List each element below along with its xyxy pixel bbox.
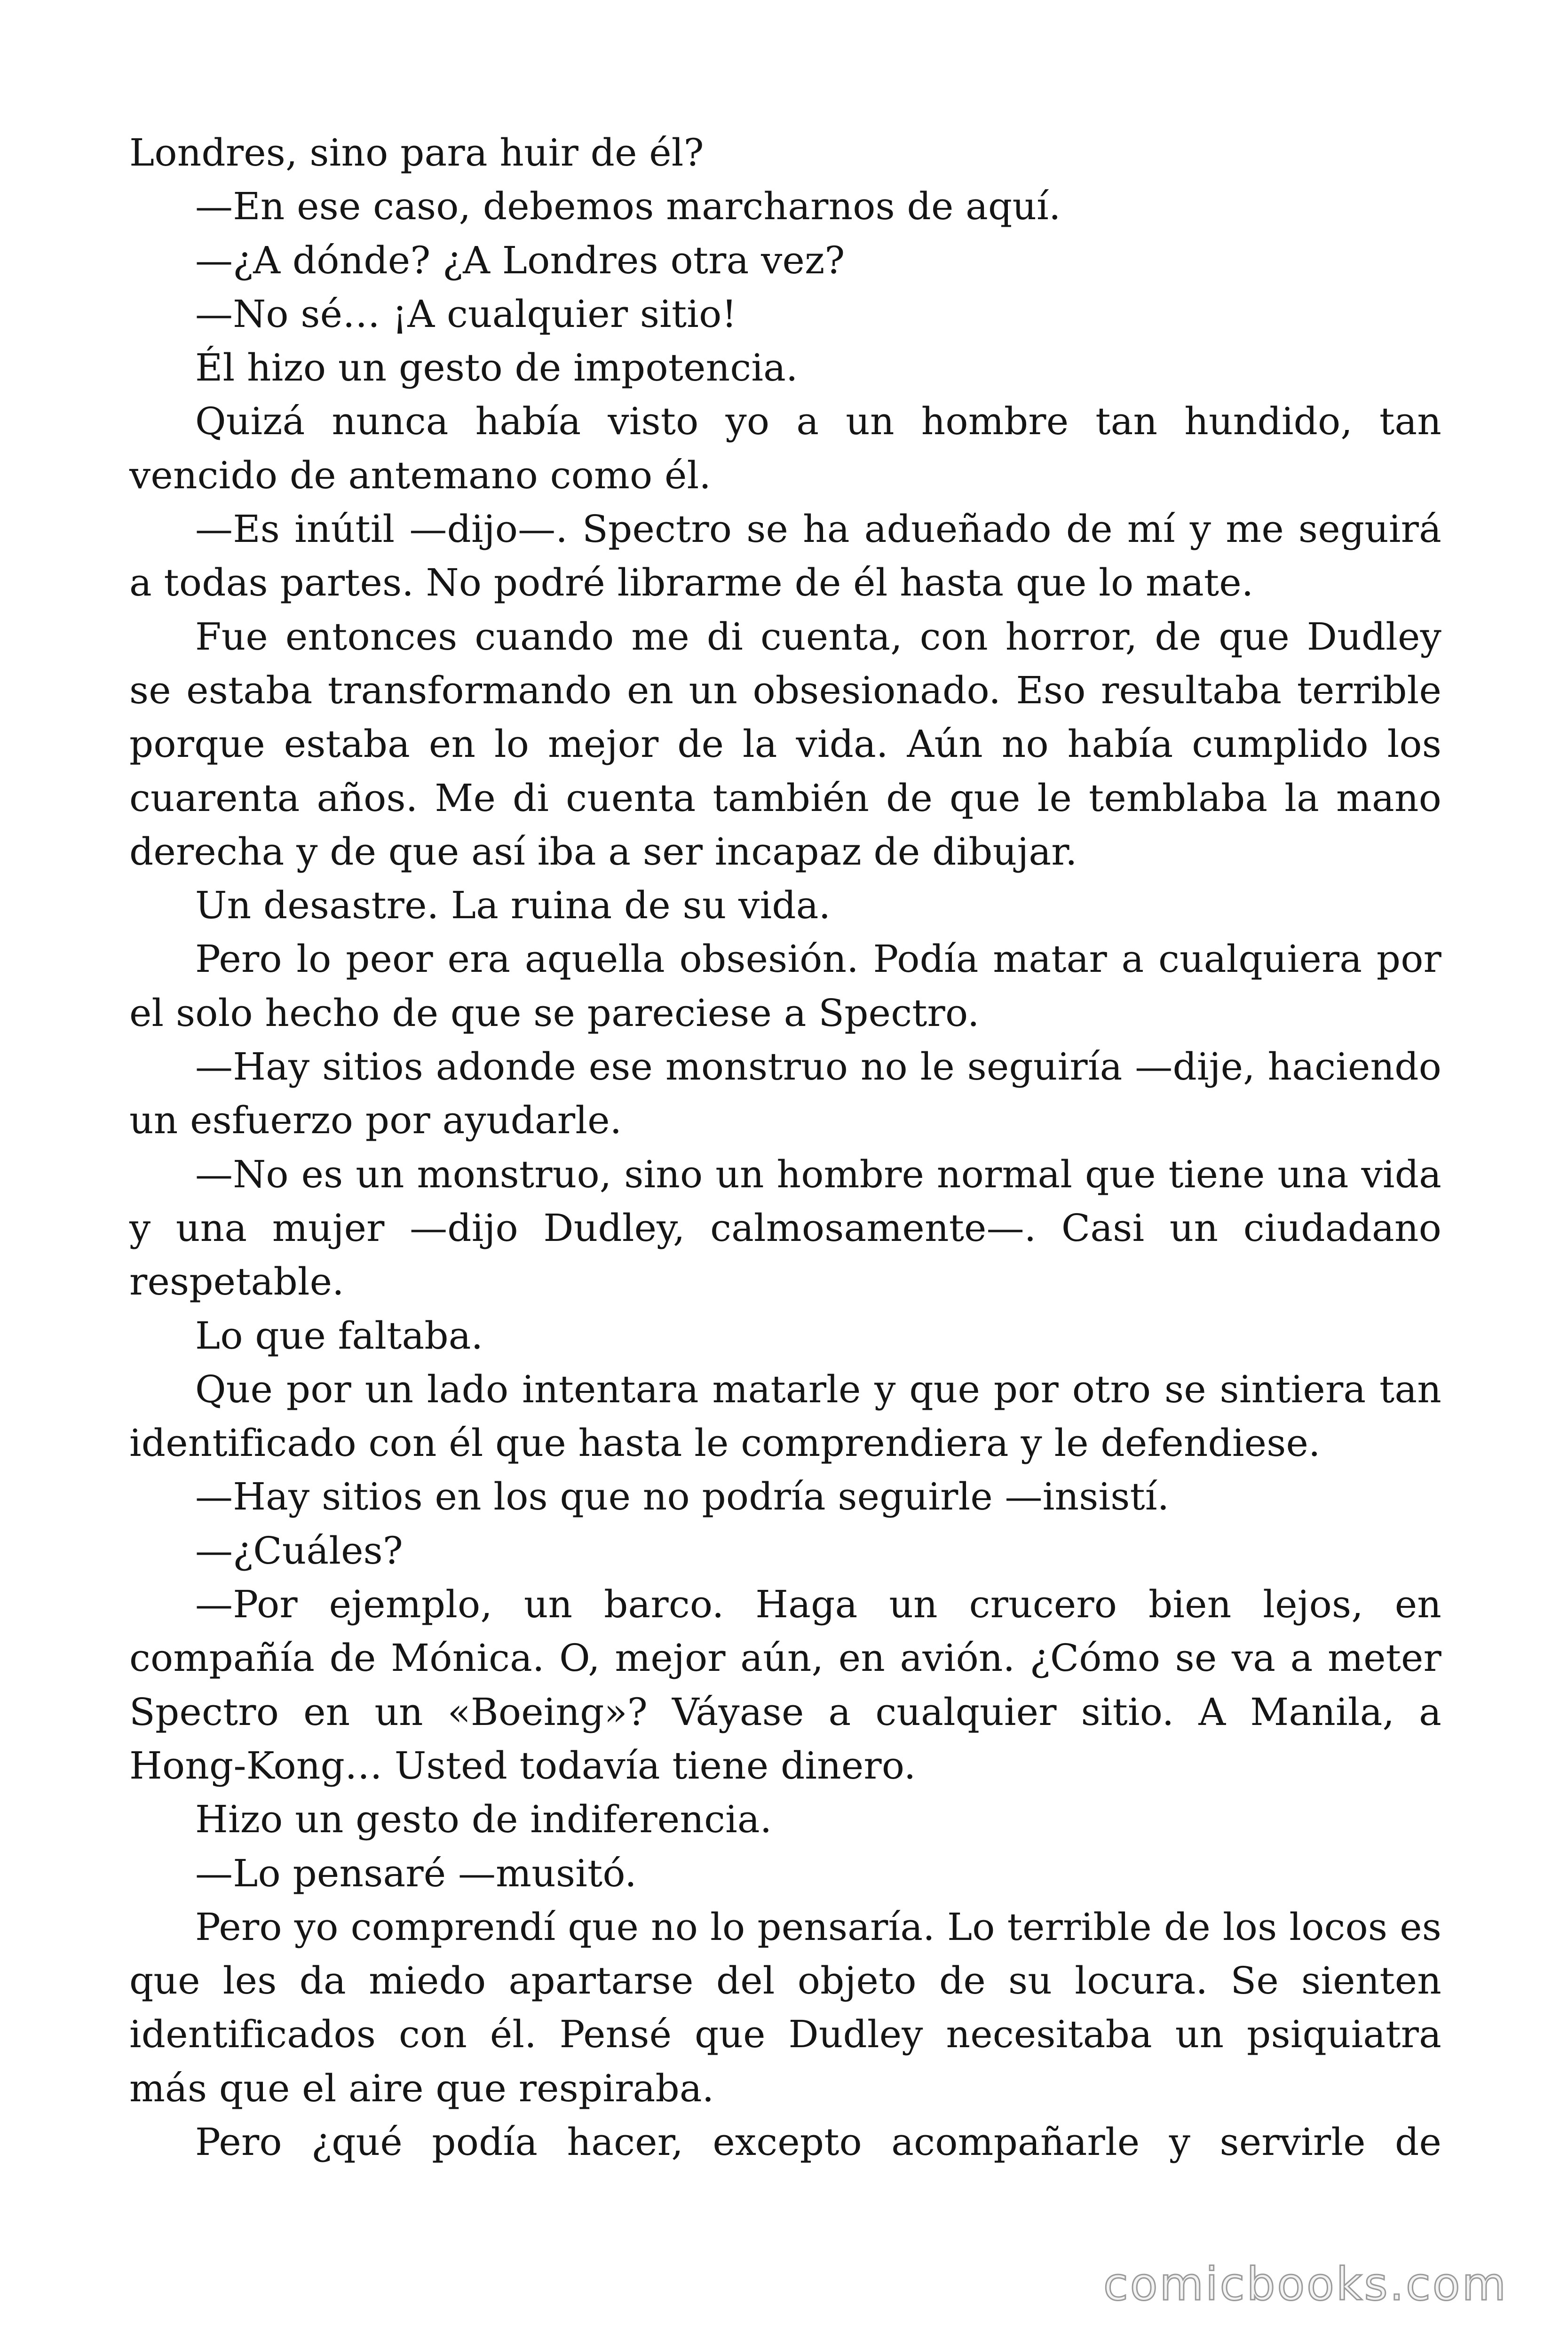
paragraph: —No sé… ¡A cualquier sitio!	[195, 292, 737, 336]
paragraph: —Hay sitios en los que no podría seguirle —insistí.	[195, 1475, 1170, 1519]
paragraph: Hizo un gesto de indiferencia.	[195, 1797, 772, 1842]
paragraph: —Por ejemplo, un barco. Haga un crucero bien lejos, en compañía de Mónica. O, mejor aún, en avión. ¿Cómo se va a meter Spectro en un «Boeing»? Váyase a cualquier sitio. A Manila, a Hong-Kong… Usted todavía tiene dinero.	[129, 1582, 1441, 1788]
paragraph: —No es un monstruo, sino un hombre normal que tiene una vida y una mujer —dijo Dudley, calmosamente—. Casi un ciudadano respetable.	[129, 1152, 1441, 1304]
paragraph: Un desastre. La ruina de su vida.	[195, 883, 831, 928]
paragraph: —En ese caso, debemos marcharnos de aquí.	[195, 184, 1061, 229]
paragraph: Pero lo peor era aquella obsesión. Podía matar a cualquiera por el solo hecho de que se pareciese a Spectro.	[129, 937, 1441, 1035]
paragraph: Pero ¿qué podía hacer, excepto acompañarle y servirle de	[195, 2120, 1441, 2164]
body-text	[129, 126, 1441, 2169]
paragraph: Quizá nunca había visto yo a un hombre tan hundido, tan vencido de antemano como él.	[129, 399, 1441, 497]
paragraph: —¿Cuáles?	[195, 1528, 403, 1573]
paragraph: —¿A dónde? ¿A Londres otra vez?	[195, 238, 845, 282]
paragraph: Lo que faltaba.	[195, 1313, 483, 1358]
paragraph: Fue entonces cuando me di cuenta, con horror, de que Dudley se estaba transformando en un obsesionado. Eso resultaba terrible porque estaba en lo mejor de la vida. Aún no había cumplido los cuarenta años. Me di cuenta también de que le temblaba la mano derecha y de que así iba a ser incapaz de dibujar.	[129, 614, 1441, 874]
paragraph: —Hay sitios adonde ese monstruo no le seguiría —dije, haciendo un esfuerzo por ayudarle.	[129, 1045, 1441, 1143]
paragraph: Londres, sino para huir de él?	[129, 131, 704, 175]
paragraph: Él hizo un gesto de impotencia.	[195, 346, 798, 390]
paragraph: —Es inútil —dijo—. Spectro se ha adueñado de mí y me seguirá a todas partes. No podré librarme de él hasta que lo mate.	[129, 507, 1441, 605]
watermark: comicbooks.com	[1103, 2258, 1508, 2311]
paragraph: —Lo pensaré —musitó.	[195, 1851, 637, 1895]
paragraph: Que por un lado intentara matarle y que por otro se sintiera tan identificado con él que hasta le comprendiera y le defendiese.	[129, 1367, 1441, 1465]
paragraph: Pero yo comprendí que no lo pensaría. Lo terrible de los locos es que les da miedo apartarse del objeto de su locura. Se sienten identificados con él. Pensé que Dudley necesitaba un psiquiatra más que el aire que respiraba.	[129, 1905, 1441, 2110]
